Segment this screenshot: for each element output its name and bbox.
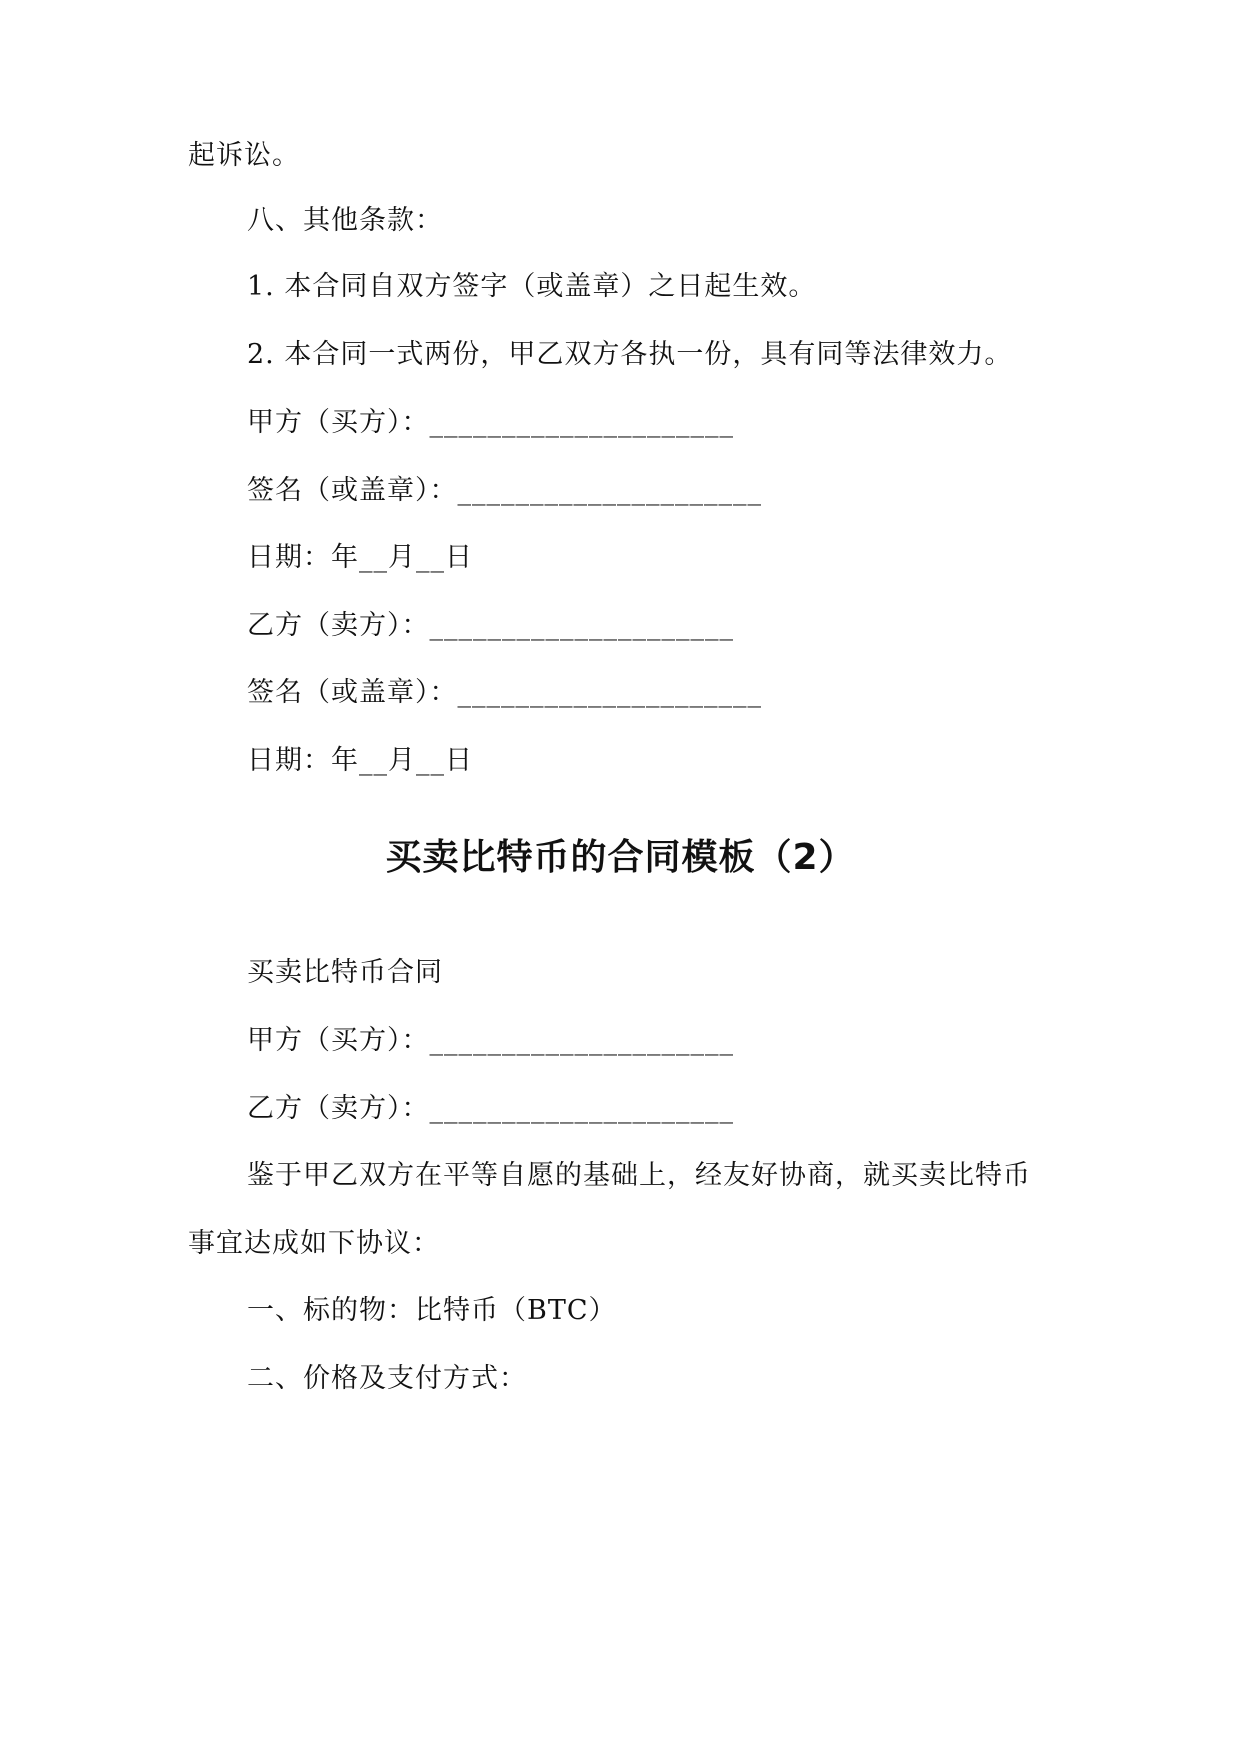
party-b-line: 乙方（卖方）：_____________________ bbox=[247, 1093, 734, 1124]
party-b-date-line: 日期：年__月__日 bbox=[247, 745, 473, 776]
contract-title: 买卖比特币合同 bbox=[247, 957, 443, 988]
party-b-signature-line: 乙方（卖方）：_____________________ bbox=[247, 610, 734, 641]
party-a-seal-line: 签名（或盖章）：_____________________ bbox=[247, 475, 762, 506]
party-a-signature-line: 甲方（买方）：_____________________ bbox=[247, 407, 734, 438]
section-heading-other-terms: 八、其他条款： bbox=[247, 205, 443, 236]
party-b-seal-line: 签名（或盖章）：_____________________ bbox=[247, 677, 762, 708]
preamble-line-1: 鉴于甲乙双方在平等自愿的基础上，经友好协商，就买卖比特币 bbox=[247, 1160, 1031, 1191]
party-a-line: 甲方（买方）：_____________________ bbox=[247, 1025, 734, 1056]
preamble-line-2: 事宜达成如下协议： bbox=[188, 1228, 440, 1259]
clause-subject-matter: 一、标的物：比特币（BTC） bbox=[247, 1295, 617, 1326]
term-item-1: 1. 本合同自双方签字（或盖章）之日起生效。 bbox=[247, 271, 817, 302]
party-a-date-line: 日期：年__月__日 bbox=[247, 542, 473, 573]
paragraph-continuation: 起诉讼。 bbox=[188, 140, 300, 171]
term-item-2: 2. 本合同一式两份，甲乙双方各执一份，具有同等法律效力。 bbox=[247, 339, 1013, 370]
clause-price-payment: 二、价格及支付方式： bbox=[247, 1363, 527, 1394]
section-title: 买卖比特币的合同模板（2） bbox=[385, 837, 856, 878]
